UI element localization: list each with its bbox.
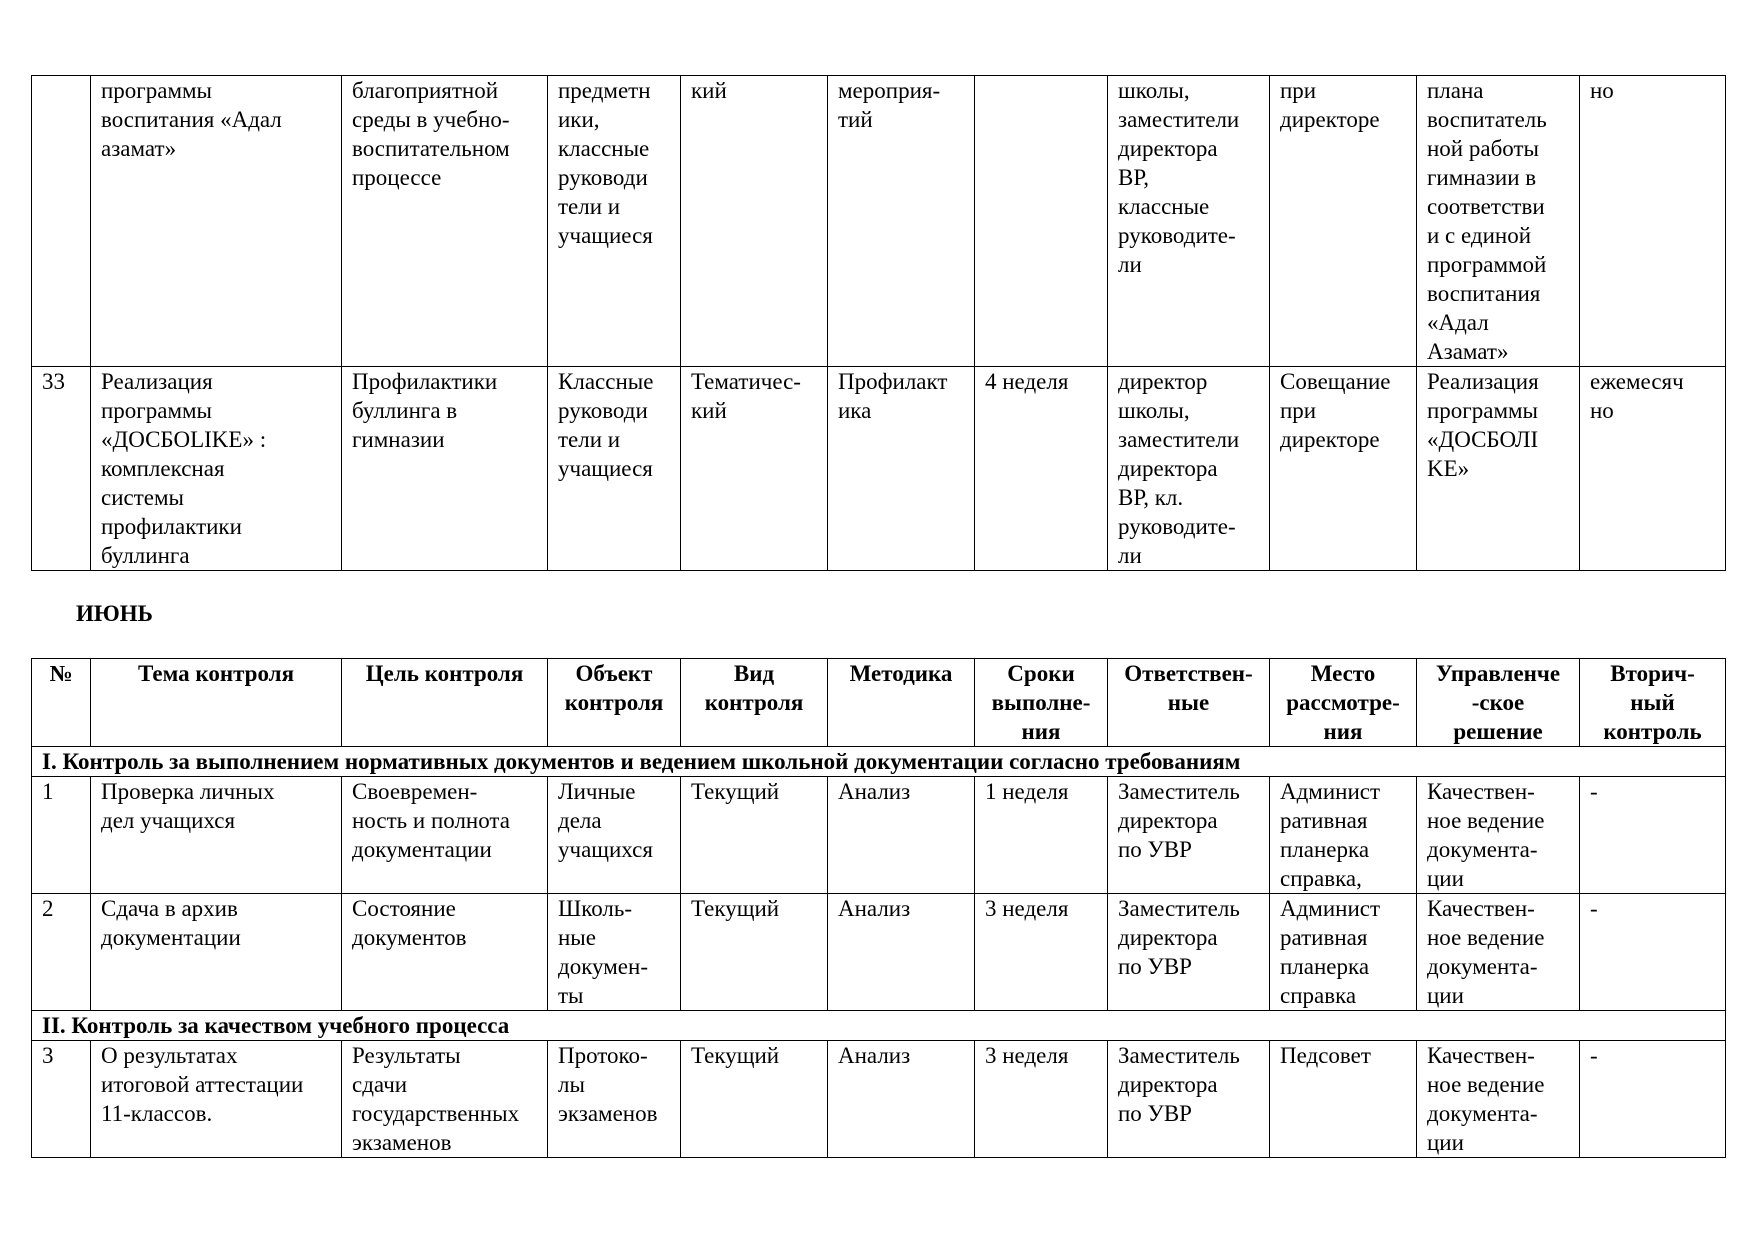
cell-line: директора (1118, 808, 1218, 833)
table-cell (342, 777, 548, 894)
table-cell (1108, 894, 1270, 1011)
table-cell (32, 894, 91, 1011)
cell-line: Методика (849, 661, 953, 686)
cell-line: дела (558, 808, 602, 833)
cell-line: сдачи (352, 1072, 408, 1097)
cell-line: ики, (558, 107, 600, 132)
cell-line: благоприятной (352, 78, 499, 103)
cell-line: Азамат» (1427, 339, 1509, 364)
cell-line: классные (1118, 194, 1210, 219)
cell-line: Сдача в архив (101, 896, 238, 921)
june-control-table (31, 658, 1726, 1158)
cell-line: 3 (42, 1043, 54, 1068)
cell-line: директора (1118, 1072, 1218, 1097)
table-cell (1417, 367, 1580, 571)
cell-line: Результаты (352, 1043, 461, 1068)
cell-line: Профилакт (838, 369, 948, 394)
cell-line: ты (558, 983, 584, 1008)
cell-line: тели и (558, 427, 621, 452)
cell-line: руководите- (1118, 223, 1236, 248)
table-cell (91, 1041, 342, 1158)
cell-line: программы (1427, 398, 1539, 423)
cell-line: но (1590, 78, 1614, 103)
cell-line: буллинга (101, 543, 190, 568)
cell-line: ния (1021, 719, 1061, 744)
column-header (548, 659, 681, 747)
table-cell (1580, 1041, 1726, 1158)
cell-line: директора (1118, 925, 1218, 950)
section-title: II. Контроль за качеством учебного процесса (32, 1011, 1726, 1041)
cell-line: документов (352, 925, 467, 950)
cell-line: Текущий (691, 896, 780, 921)
table-cell (548, 76, 681, 367)
column-header (32, 659, 91, 747)
cell-line: планерка (1280, 837, 1370, 862)
cell-line: директора (1118, 456, 1218, 481)
cell-line: плана (1427, 78, 1484, 103)
cell-line: воспитания «Адал (101, 107, 282, 132)
cell-line: учащиеся (558, 456, 653, 481)
cell-line: гимназии (352, 427, 445, 452)
cell-line: рассмотре- (1286, 690, 1400, 715)
cell-line: Качествен- (1427, 1043, 1535, 1068)
cell-line: ный (1630, 690, 1675, 715)
cell-line: Текущий (691, 1043, 780, 1068)
table-cell (342, 894, 548, 1011)
table-cell (32, 367, 91, 571)
cell-line: и с единой (1427, 223, 1532, 248)
cell-line: Педсовет (1280, 1043, 1371, 1068)
cell-line: по УВР (1118, 837, 1192, 862)
cell-line: «Адал (1427, 310, 1489, 335)
table-cell (975, 777, 1108, 894)
cell-line: ли (1118, 252, 1142, 277)
table-cell (32, 777, 91, 894)
table-cell (1108, 76, 1270, 367)
cell-line: Тема контроля (137, 661, 295, 686)
cell-line: контроля (704, 690, 804, 715)
cell-line: экзаменов (558, 1101, 658, 1126)
cell-line: Цель контроля (365, 661, 524, 686)
table-cell (975, 894, 1108, 1011)
cell-line: директоре (1280, 107, 1380, 132)
cell-line: учащихся (558, 837, 653, 862)
cell-line: директора (1118, 136, 1218, 161)
table-cell (1417, 1041, 1580, 1158)
cell-line: школы, (1118, 78, 1190, 103)
table-row (32, 76, 1726, 367)
column-header (342, 659, 548, 747)
cell-line: Классные (558, 369, 654, 394)
cell-line: ное ведение (1427, 925, 1545, 950)
cell-line: директоре (1280, 427, 1380, 452)
cell-line: Место (1310, 661, 1376, 686)
table-cell (828, 1041, 975, 1158)
cell-line: ции (1427, 866, 1464, 891)
cell-line: планерка (1280, 954, 1370, 979)
cell-line: Реализация (101, 369, 213, 394)
cell-line: воспитательном (352, 136, 510, 161)
header-row (32, 659, 1726, 747)
month-title: ИЮНЬ (76, 601, 153, 626)
cell-line: заместители (1118, 107, 1240, 132)
cell-line: Анализ (838, 1043, 911, 1068)
cell-line: государственных (352, 1101, 520, 1126)
cell-line: 33 (42, 369, 65, 394)
cell-line: ика (838, 398, 872, 423)
cell-line: Вид (733, 661, 775, 686)
cell-line: Ответствен- (1124, 661, 1253, 686)
cell-line: ной работы (1427, 136, 1539, 161)
cell-line: учащиеся (558, 223, 653, 248)
table-row (32, 777, 1726, 894)
cell-line: воспитатель (1427, 107, 1547, 132)
cell-line: среды в учебно- (352, 107, 510, 132)
cell-line: программы (101, 398, 213, 423)
cell-line: Админист (1280, 896, 1381, 921)
section-title: I. Контроль за выполнением нормативных документов и ведением школьной документации согласно требованиям (32, 747, 1726, 777)
table-cell (681, 777, 828, 894)
table-cell (1580, 894, 1726, 1011)
cell-line: ли (1118, 543, 1142, 568)
cell-line: № (49, 661, 73, 686)
table-cell (828, 367, 975, 571)
cell-line: Заместитель (1118, 896, 1240, 921)
cell-line: комплексная (101, 456, 225, 481)
cell-line: программы (101, 78, 213, 103)
table-cell (91, 76, 342, 367)
cell-line: Анализ (838, 896, 911, 921)
cell-line: программой (1427, 252, 1547, 277)
table-cell (32, 1041, 91, 1158)
cell-line: системы (101, 485, 184, 510)
cell-line: Совещание (1280, 369, 1391, 394)
continued-table (31, 75, 1726, 571)
cell-line: но (1590, 398, 1614, 423)
cell-line: Качествен- (1427, 779, 1535, 804)
section-row (32, 1011, 1726, 1041)
table-cell (342, 367, 548, 571)
cell-line: документа- (1427, 1101, 1538, 1126)
table-cell (1417, 777, 1580, 894)
cell-line: руководи (558, 398, 648, 423)
cell-line: 11-классов. (101, 1101, 213, 1126)
table-row (32, 367, 1726, 571)
cell-line: - (1590, 1043, 1598, 1068)
table-cell (828, 76, 975, 367)
cell-line: ВР, кл. (1118, 485, 1184, 510)
cell-line: Качествен- (1427, 896, 1535, 921)
cell-line: директор (1118, 369, 1208, 394)
cell-line: 1 неделя (985, 779, 1069, 804)
cell-line: ративная (1280, 925, 1368, 950)
table-cell (548, 367, 681, 571)
cell-line: Личные (558, 779, 636, 804)
table-cell (1270, 76, 1417, 367)
table-cell (975, 1041, 1108, 1158)
cell-line: лы (558, 1072, 585, 1097)
cell-line: 2 (42, 896, 54, 921)
cell-line: заместители (1118, 427, 1240, 452)
cell-line: соответстви (1427, 194, 1545, 219)
cell-line: по УВР (1118, 954, 1192, 979)
cell-line: KE» (1427, 456, 1470, 481)
table-cell (681, 894, 828, 1011)
cell-line: контроля (564, 690, 664, 715)
table-cell (1108, 367, 1270, 571)
cell-line: классные (558, 136, 650, 161)
column-header (91, 659, 342, 747)
cell-line: дел учащихся (101, 808, 236, 833)
cell-line: 3 неделя (985, 896, 1069, 921)
cell-line: азамат» (101, 136, 177, 161)
table-row (32, 894, 1726, 1011)
cell-line: мероприя- (838, 78, 941, 103)
table-cell (342, 1041, 548, 1158)
table-cell (828, 777, 975, 894)
table-cell (1108, 777, 1270, 894)
column-header (1417, 659, 1580, 747)
cell-line: - (1590, 779, 1598, 804)
cell-line: руководите- (1118, 514, 1236, 539)
table-cell (828, 894, 975, 1011)
cell-line: «ДОСБОLIKE» : (101, 427, 267, 452)
cell-line: «ДОСБОЛI (1427, 427, 1539, 452)
cell-line: решение (1453, 719, 1543, 744)
table-cell (1580, 367, 1726, 571)
cell-line: справка, (1280, 866, 1362, 891)
cell-line: Объект (575, 661, 653, 686)
column-header (1108, 659, 1270, 747)
column-header (681, 659, 828, 747)
cell-line: контроль (1603, 719, 1702, 744)
cell-line: процессе (352, 165, 442, 190)
cell-line: ное ведение (1427, 808, 1545, 833)
cell-line: - (1590, 896, 1598, 921)
table-cell (975, 76, 1108, 367)
cell-line: ность и полнота (352, 808, 510, 833)
section-row (32, 747, 1726, 777)
cell-line: ное ведение (1427, 1072, 1545, 1097)
cell-line: Тематичес- (691, 369, 801, 394)
table-cell (342, 76, 548, 367)
cell-line: документа- (1427, 954, 1538, 979)
cell-line: кий (691, 398, 727, 423)
column-header (1580, 659, 1726, 747)
column-header (975, 659, 1108, 747)
table-cell (681, 1041, 828, 1158)
cell-line: тий (838, 107, 873, 132)
cell-line: кий (691, 78, 727, 103)
cell-line: итоговой аттестации (101, 1072, 304, 1097)
cell-line: по УВР (1118, 1101, 1192, 1126)
cell-line: О результатах (101, 1043, 238, 1068)
column-header (1270, 659, 1417, 747)
table-cell (32, 76, 91, 367)
table-cell (1270, 367, 1417, 571)
table-cell (91, 367, 342, 571)
table-cell (548, 894, 681, 1011)
cell-line: документации (352, 837, 492, 862)
cell-line: Школь- (558, 896, 633, 921)
table-cell (1270, 894, 1417, 1011)
cell-line: Вторич- (1610, 661, 1695, 686)
cell-line: 4 неделя (985, 369, 1069, 394)
cell-line: тели и (558, 194, 621, 219)
cell-line: Управленче (1435, 661, 1561, 686)
cell-line: при (1280, 78, 1317, 103)
column-header (828, 659, 975, 747)
cell-line: 1 (42, 779, 54, 804)
cell-line: ежемесяч (1590, 369, 1684, 394)
table-cell (1580, 777, 1726, 894)
cell-line: ВР, (1118, 165, 1150, 190)
table-cell (91, 777, 342, 894)
cell-line: ные (1167, 690, 1210, 715)
cell-line: ные (558, 925, 596, 950)
cell-line: докумен- (558, 954, 648, 979)
table-cell (548, 777, 681, 894)
cell-line: при (1280, 398, 1317, 423)
cell-line: Проверка личных (101, 779, 275, 804)
table-cell (1108, 1041, 1270, 1158)
cell-line: воспитания (1427, 281, 1541, 306)
table-cell (1417, 76, 1580, 367)
cell-line: Текущий (691, 779, 780, 804)
cell-line: Профилактики (352, 369, 498, 394)
cell-line: предметн (558, 78, 651, 103)
table-cell (1580, 76, 1726, 367)
table-cell (91, 894, 342, 1011)
table-cell (1270, 1041, 1417, 1158)
cell-line: Админист (1280, 779, 1381, 804)
cell-line: 3 неделя (985, 1043, 1069, 1068)
cell-line: школы, (1118, 398, 1190, 423)
cell-line: буллинга в (352, 398, 458, 423)
cell-line: экзаменов (352, 1130, 452, 1155)
table-cell (1417, 894, 1580, 1011)
cell-line: документации (101, 925, 241, 950)
table-cell (975, 367, 1108, 571)
table-cell (548, 1041, 681, 1158)
cell-line: документа- (1427, 837, 1538, 862)
cell-line: Анализ (838, 779, 911, 804)
cell-line: Состояние (352, 896, 456, 921)
cell-line: ции (1427, 1130, 1464, 1155)
table-row (32, 1041, 1726, 1158)
cell-line: Заместитель (1118, 779, 1240, 804)
cell-line: Сроки (1007, 661, 1075, 686)
table-cell (681, 76, 828, 367)
cell-line: ции (1427, 983, 1464, 1008)
cell-line: справка (1280, 983, 1357, 1008)
cell-line: профилактики (101, 514, 242, 539)
cell-line: Протоко- (558, 1043, 648, 1068)
cell-line: гимназии в (1427, 165, 1537, 190)
cell-line: -ское (1471, 690, 1525, 715)
cell-line: Своевремен- (352, 779, 478, 804)
cell-line: руководи (558, 165, 648, 190)
table-cell (1270, 777, 1417, 894)
cell-line: Заместитель (1118, 1043, 1240, 1068)
table-cell (681, 367, 828, 571)
cell-line: ративная (1280, 808, 1368, 833)
cell-line: ния (1323, 719, 1363, 744)
cell-line: Реализация (1427, 369, 1539, 394)
cell-line: выполне- (991, 690, 1091, 715)
